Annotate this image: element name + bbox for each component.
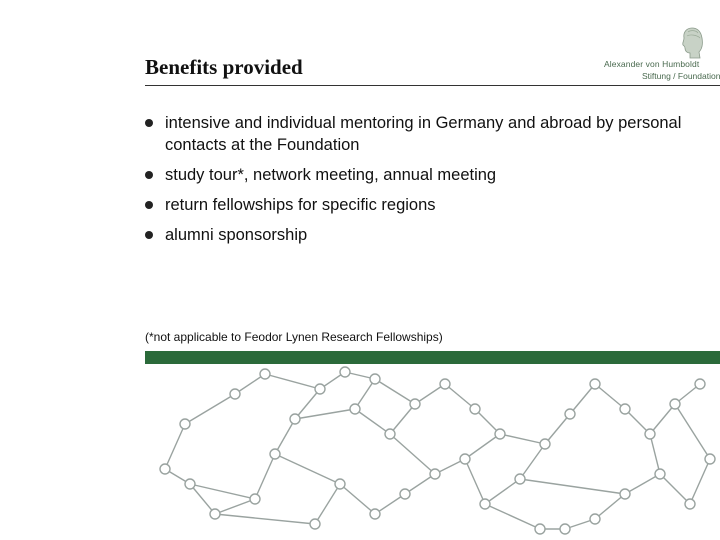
bullet-text: intensive and individual mentoring in Germany and abroad by personal contacts at the Foundation — [165, 114, 682, 154]
network-node — [535, 524, 545, 534]
bullet-icon — [145, 119, 153, 127]
network-node — [160, 464, 170, 474]
list-item — [145, 224, 690, 246]
network-edge — [185, 394, 235, 424]
network-node — [400, 489, 410, 499]
network-edge — [660, 474, 690, 504]
logo-text-line1: Alexander von Humboldt — [604, 59, 700, 69]
network-node — [590, 379, 600, 389]
network-edge — [485, 479, 520, 504]
bullet-text: return fellowships for specific regions — [165, 196, 436, 214]
network-node — [230, 389, 240, 399]
network-node — [565, 409, 575, 419]
network-edge — [485, 504, 540, 529]
network-node — [370, 374, 380, 384]
footnote: (*not applicable to Feodor Lynen Research Fellowships) — [145, 330, 443, 344]
network-edge — [595, 384, 625, 409]
bullet-icon — [145, 171, 153, 179]
network-node — [290, 414, 300, 424]
title-divider — [145, 85, 720, 86]
network-node — [685, 499, 695, 509]
bullet-icon — [145, 231, 153, 239]
benefits-list — [145, 112, 690, 254]
network-edge — [690, 459, 710, 504]
network-node — [430, 469, 440, 479]
network-node — [180, 419, 190, 429]
network-node — [185, 479, 195, 489]
network-node — [620, 404, 630, 414]
accent-bar — [145, 351, 720, 364]
network-node — [350, 404, 360, 414]
bullet-text: study tour*, network meeting, annual meeting — [165, 166, 497, 184]
network-edge — [675, 404, 710, 459]
network-node — [620, 489, 630, 499]
network-edge — [500, 434, 545, 444]
network-node — [515, 474, 525, 484]
network-edge — [340, 484, 375, 514]
bullet-text: alumni sponsorship — [165, 226, 308, 244]
network-edge — [355, 409, 390, 434]
network-edge — [275, 419, 295, 454]
network-node — [340, 367, 350, 377]
network-edge — [295, 409, 355, 419]
network-edge — [520, 479, 625, 494]
network-node — [315, 384, 325, 394]
network-node — [335, 479, 345, 489]
network-edge — [445, 384, 475, 409]
list-item — [145, 164, 690, 186]
network-edge — [390, 434, 435, 474]
list-item — [145, 112, 690, 156]
network-edge — [265, 374, 320, 389]
network-node — [260, 369, 270, 379]
network-edge — [520, 444, 545, 479]
network-edge — [295, 389, 320, 419]
network-graphic — [145, 364, 720, 540]
logo-text-line2: Stiftung / Foundation — [642, 71, 720, 81]
network-edge — [465, 434, 500, 459]
network-node — [540, 439, 550, 449]
network-node — [410, 399, 420, 409]
network-node — [480, 499, 490, 509]
network-node — [370, 509, 380, 519]
network-edge — [215, 514, 315, 524]
network-node — [270, 449, 280, 459]
network-edge — [650, 434, 660, 474]
network-node — [645, 429, 655, 439]
network-node — [560, 524, 570, 534]
network-edge — [375, 379, 415, 404]
network-node — [470, 404, 480, 414]
network-node — [670, 399, 680, 409]
network-node — [705, 454, 715, 464]
network-node — [210, 509, 220, 519]
network-edge — [465, 459, 485, 504]
network-node — [310, 519, 320, 529]
network-edge — [545, 414, 570, 444]
bullet-icon — [145, 201, 153, 209]
network-node — [385, 429, 395, 439]
network-edge — [390, 404, 415, 434]
network-node — [495, 429, 505, 439]
humboldt-logo — [600, 26, 718, 82]
network-node — [695, 379, 705, 389]
network-node — [590, 514, 600, 524]
network-edge — [275, 454, 340, 484]
network-edge — [595, 494, 625, 519]
list-item — [145, 194, 690, 216]
network-node — [655, 469, 665, 479]
network-edge — [570, 384, 595, 414]
network-edge — [625, 474, 660, 494]
network-node — [460, 454, 470, 464]
network-edge — [650, 404, 675, 434]
network-edge — [165, 424, 185, 469]
network-node — [440, 379, 450, 389]
humboldt-portrait-icon — [678, 26, 706, 60]
network-node — [250, 494, 260, 504]
network-edge — [255, 454, 275, 499]
network-edge — [315, 484, 340, 524]
slide-title: Benefits provided — [145, 55, 303, 79]
network-edge — [215, 499, 255, 514]
